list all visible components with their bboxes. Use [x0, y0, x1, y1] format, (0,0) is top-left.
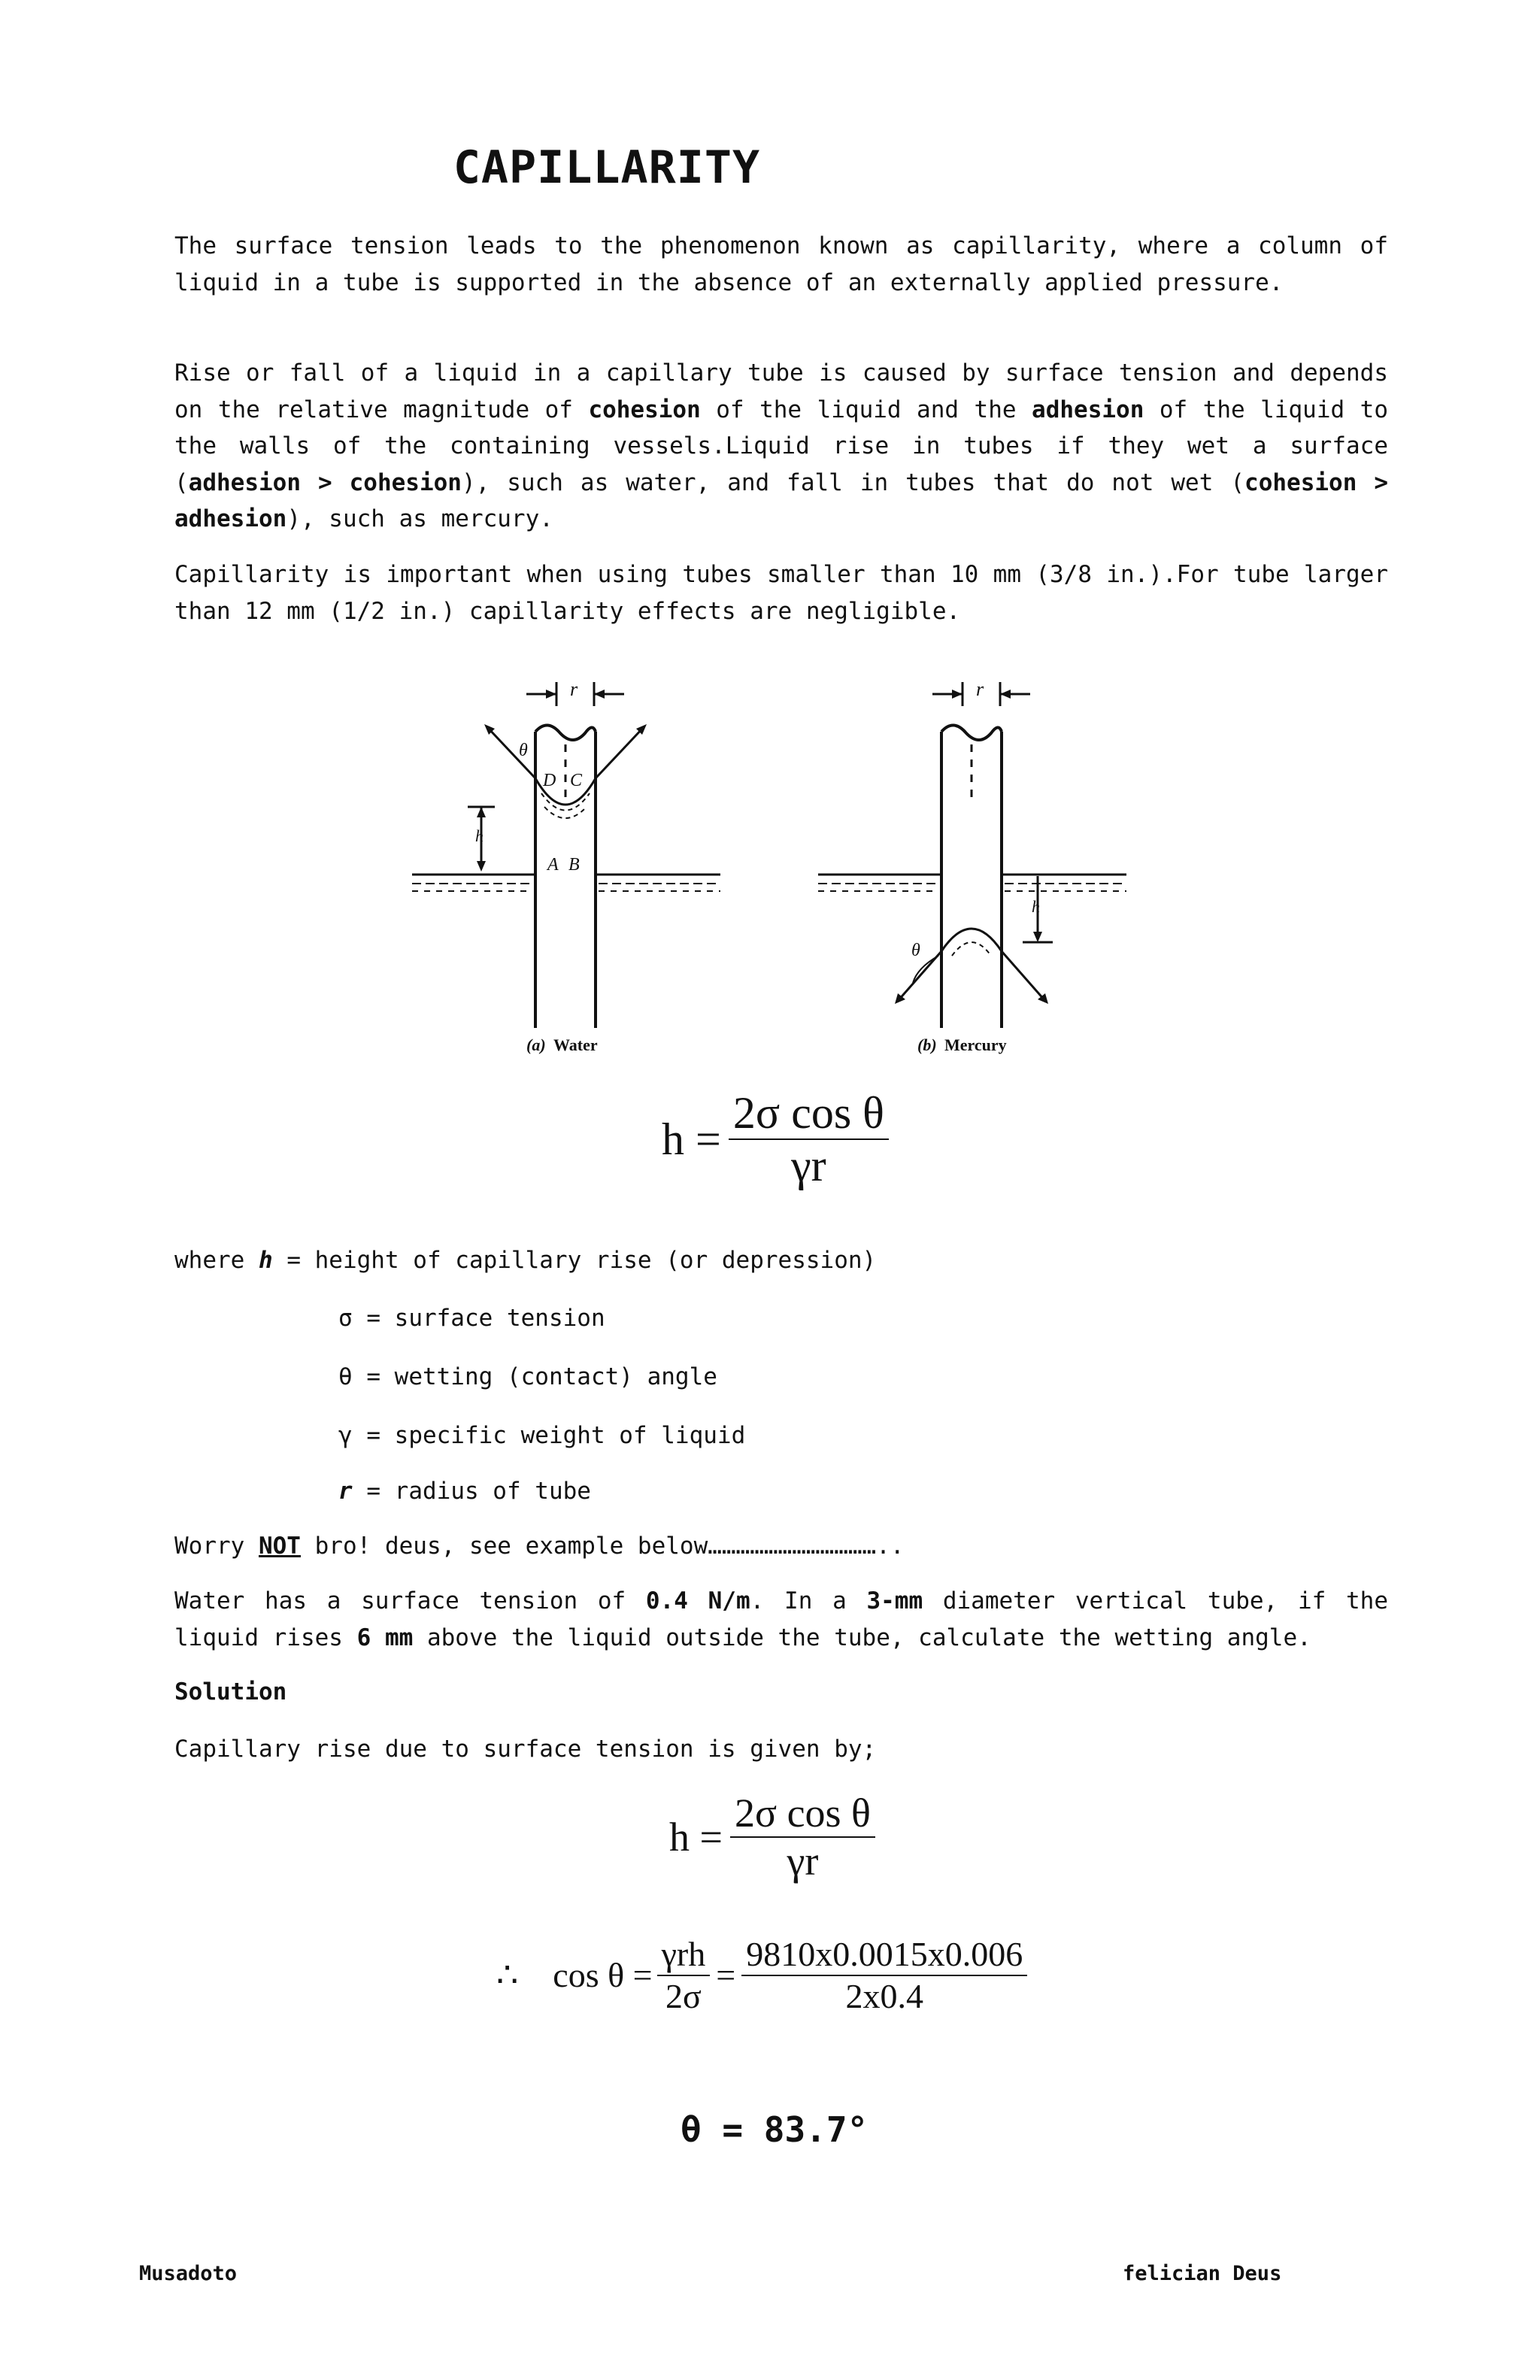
footer-right: felician Deus	[1123, 2262, 1282, 2285]
term-adhesion-gt-cohesion: adhesion > cohesion	[188, 468, 462, 496]
mercury-diagram	[818, 678, 1126, 1054]
definition-gamma: γ = specific weight of liquid	[338, 1422, 746, 1449]
mercury-caption-label: (b)	[917, 1035, 937, 1054]
term-adhesion: adhesion	[1032, 396, 1144, 423]
footer-left: Musadoto	[139, 2262, 238, 2285]
mercury-h-label: h	[1032, 897, 1040, 916]
not-emphasis: NOT	[258, 1533, 301, 1560]
water-diagram	[412, 678, 720, 1054]
water-theta-label: θ	[519, 741, 528, 760]
cohesion-adhesion-paragraph: Rise or fall of a liquid in a capillary tube is caused by surface tension and depends on the relative magnitude of cohesion of the liquid and the adhesion of the liquid to the walls of the containing vessels.Liquid rise in tubes if they wet a surface (adhesion > cohesion), such as water, and fall in tubes that do not wet (cohesion > adhesion), such as mercury.	[174, 359, 1389, 532]
formula-fraction	[729, 1090, 889, 1188]
tube-size-paragraph: Capillarity is important when using tubes smaller than 10 mm (3/8 in.).For tube larger than 12 mm (1/2 in.) capillarity effects are negligible.	[174, 561, 1388, 625]
page-title: CAPILLARITY	[453, 141, 761, 194]
solution-heading: Solution	[174, 1678, 287, 1705]
definition-h: where h = height of capillary rise (or depression)	[174, 1247, 877, 1274]
capillarity-figure	[399, 673, 1150, 1064]
intro-paragraph: The surface tension leads to the phenomenon known as capillarity, where a column of liquid in a tube is supported in the absence of an externally applied pressure.	[174, 232, 1388, 296]
formula-numerator: 2σ cos θ	[729, 1090, 889, 1140]
water-r-label: r	[570, 678, 578, 700]
problem-statement: Water has a surface tension of 0.4 N/m. In a 3-mm diameter vertical tube, if the liquid rises 6 mm above the liquid outside the tube, calculate the wetting angle.	[174, 1587, 1388, 1651]
formula-lhs: h =	[662, 1114, 721, 1164]
formula-denominator: γr	[791, 1141, 826, 1190]
water-b-label: B	[568, 855, 580, 875]
result-theta: θ = 83.7°	[681, 2109, 869, 2150]
water-a-label: A	[547, 855, 559, 875]
water-d-label: D	[543, 771, 556, 790]
capillary-rise-formula	[662, 1090, 889, 1188]
solution-formula: h = $\frac{\text{2σ cos θ}}{\gamma r}$	[669, 1793, 875, 1881]
term-cohesion-gt-adhesion: cohesion > adhesion	[174, 468, 1389, 532]
mercury-caption-text: Mercury	[944, 1035, 1007, 1054]
water-h-label: h	[475, 826, 484, 845]
mercury-r-label: r	[976, 678, 984, 700]
definition-sigma: σ = surface tension	[338, 1305, 605, 1332]
water-caption-text: Water	[553, 1035, 598, 1054]
solution-intro: Capillary rise due to surface tension is given by;	[174, 1736, 877, 1763]
mercury-theta-label: θ	[911, 941, 920, 960]
therefore-symbol: ∴	[496, 1956, 519, 1994]
worry-line: Worry NOT bro! deus, see example below………………………………..	[174, 1533, 905, 1560]
definition-r: r = radius of tube	[338, 1478, 591, 1505]
water-c-label: C	[570, 771, 583, 790]
cos-theta-computation: ∴ cos θ = $\frac{\text{γrh}}{2\sigma}$ = $\frac{9810x0.0015x0.006}{2x0.4}$	[496, 1937, 1027, 2014]
water-caption-label: (a)	[526, 1035, 546, 1054]
term-cohesion: cohesion	[588, 396, 701, 423]
definition-theta: θ = wetting (contact) angle	[338, 1363, 717, 1390]
